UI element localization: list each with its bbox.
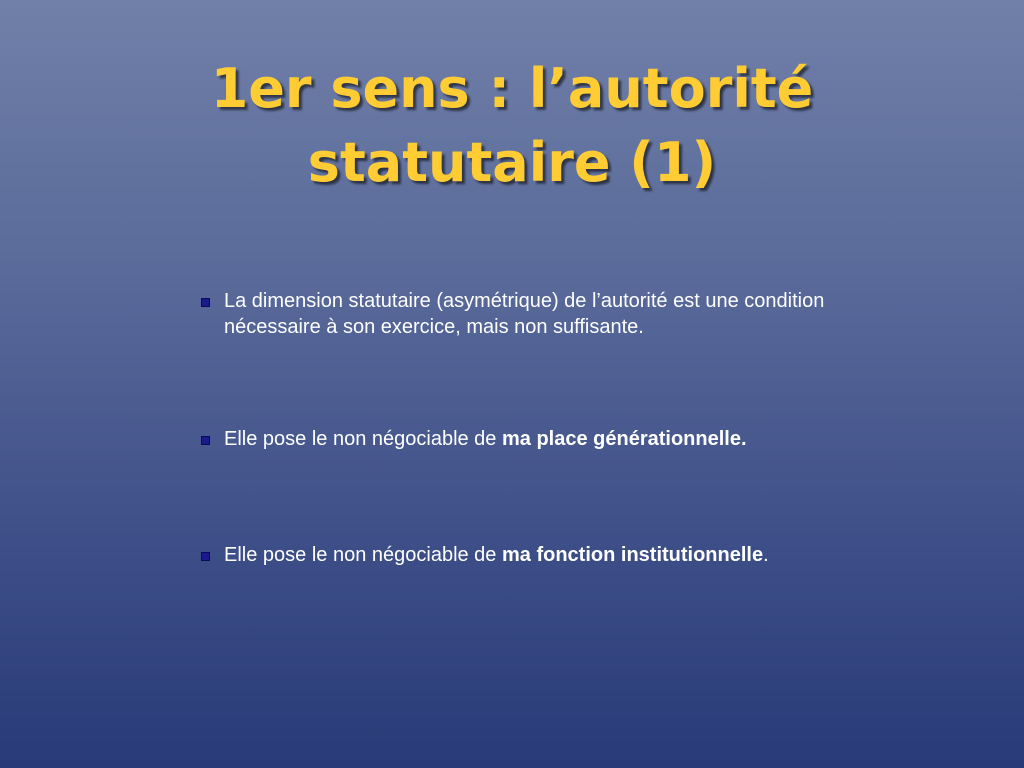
bullet-text-1: La dimension statutaire (asymétrique) de l’autorité est une condition nécessaire à son exercice, mais non suffisante. bbox=[224, 290, 825, 338]
bullet-item-2 bbox=[198, 426, 924, 452]
bullet-square-icon bbox=[201, 298, 210, 307]
bullet-text-2-bold: ma place générationnelle. bbox=[502, 428, 747, 450]
bullet-text-3-end: . bbox=[763, 544, 769, 566]
slide-title-line-1: 1er sens : l’autorité bbox=[210, 57, 814, 120]
bullet-text-2: Elle pose le non négociable de bbox=[224, 428, 502, 450]
slide-title bbox=[0, 52, 1024, 200]
slide-title-line-2: statutaire (1) bbox=[307, 131, 717, 194]
bullet-text-3-bold: ma fonction institutionnelle bbox=[502, 544, 764, 566]
bullet-square-icon bbox=[201, 436, 210, 445]
bullet-item-3 bbox=[198, 542, 944, 568]
bullet-text-3: Elle pose le non négociable de bbox=[224, 544, 502, 566]
bullet-square-icon bbox=[201, 552, 210, 561]
bullet-item-1 bbox=[198, 288, 884, 340]
